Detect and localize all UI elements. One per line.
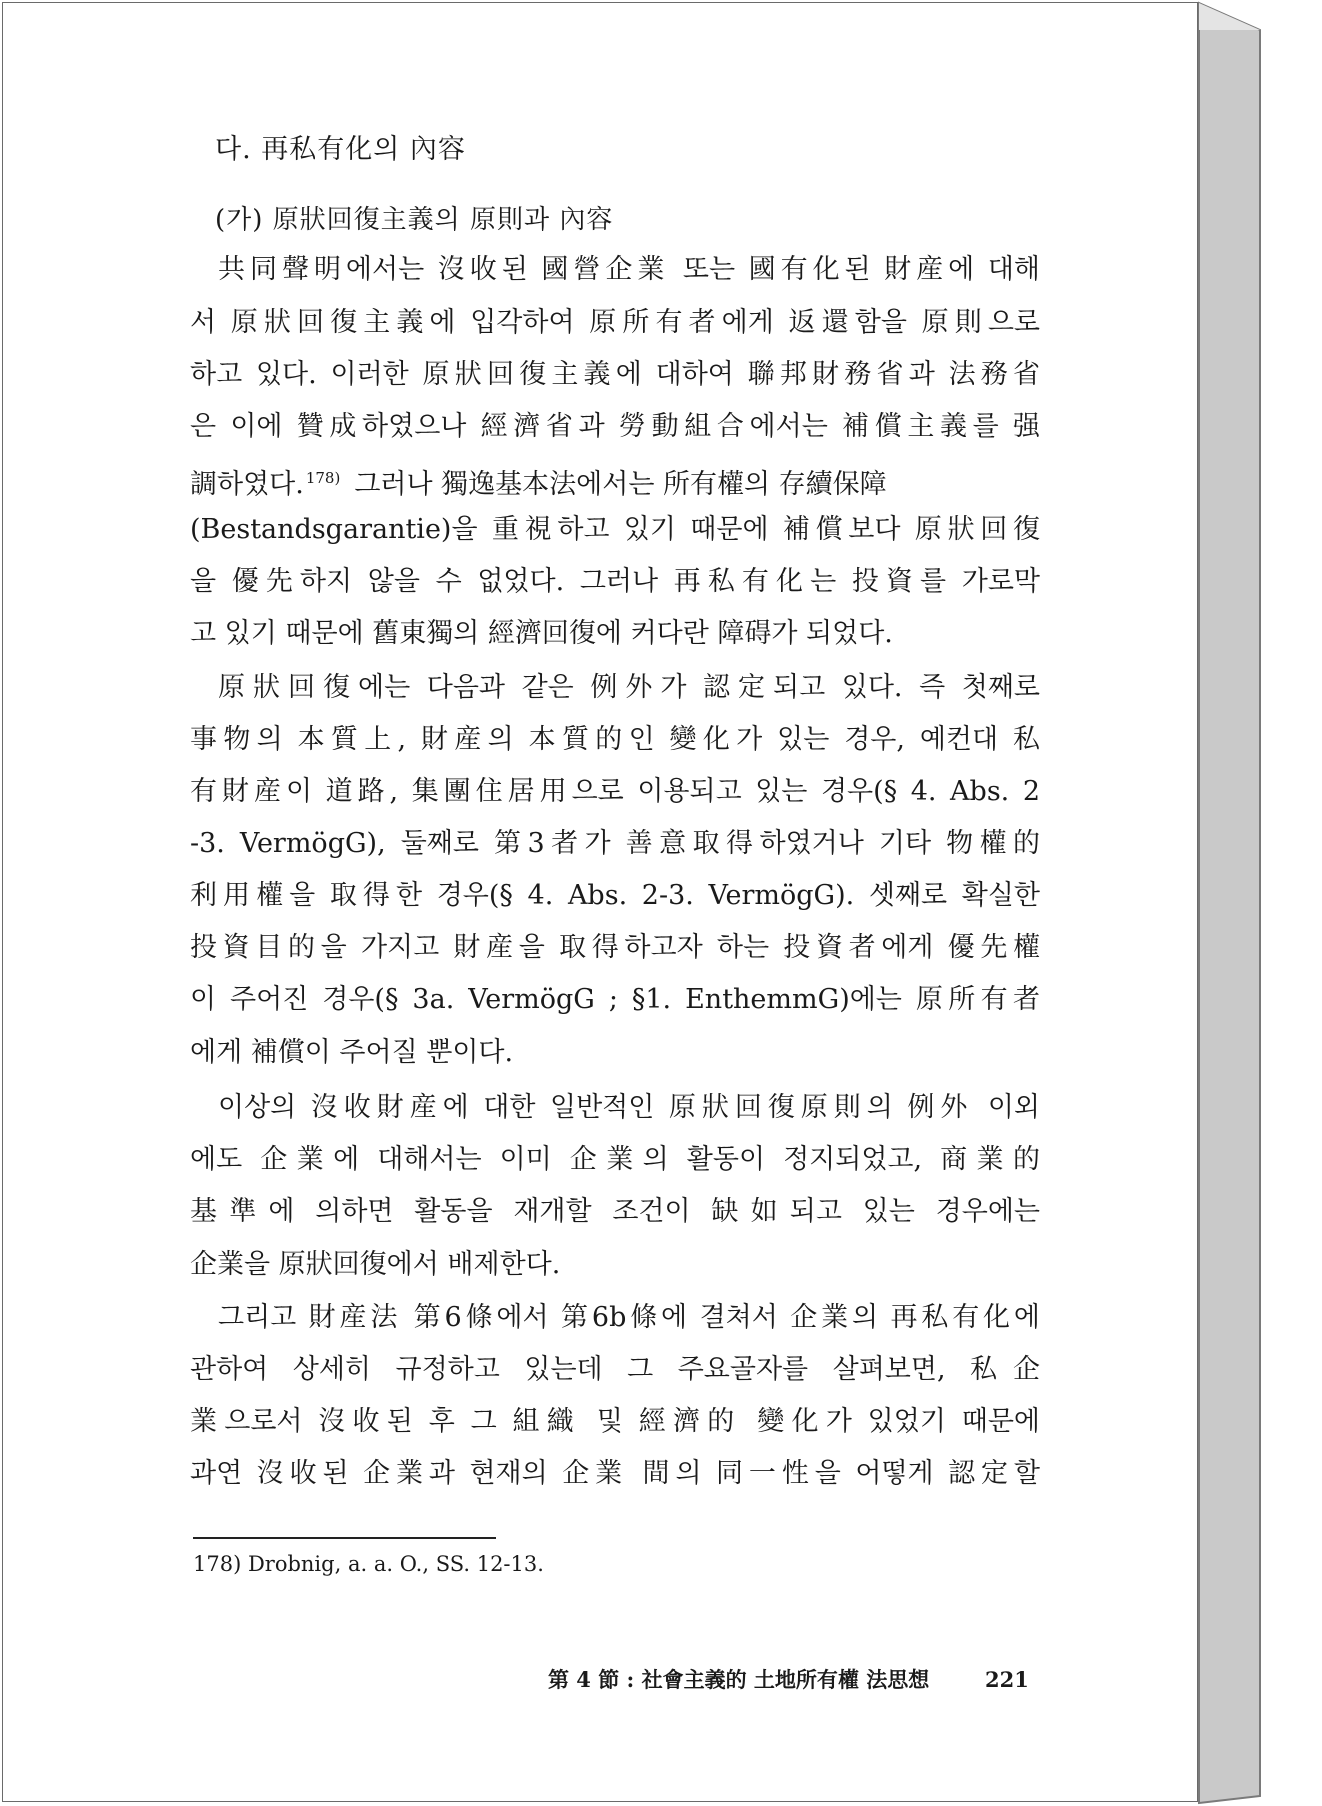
paragraph-1-line-6: (Bestandsgarantie)을 重視하고 있기 때문에 補償보다 原狀回復 xyxy=(190,514,1040,545)
paragraph-2-line-7: 이 주어진 경우(§ 3a. VermögG ; §1. EnthemmG)에는 原所有者 xyxy=(190,984,1040,1015)
paragraph-4-line-1: 그리고 財産法 第6條에서 第6b條에 결쳐서 企業의 再私有化에 xyxy=(218,1302,1040,1333)
footnote-178: 178) Drobnig, a. a. O., SS. 12-13. xyxy=(193,1552,544,1576)
footnote-divider xyxy=(193,1537,496,1539)
paragraph-3-line-1: 이상의 沒收財産에 대한 일반적인 原狀回復原則의 例外 이외 xyxy=(218,1092,1040,1123)
paragraph-2-line-3: 有財産이 道路, 集團住居用으로 이용되고 있는 경우(§ 4. Abs. 2 xyxy=(190,776,1040,807)
paragraph-4-line-3: 業으로서 沒收된 후 그 組織 및 經濟的 變化가 있었기 때문에 xyxy=(190,1406,1040,1437)
paragraph-1-line-5-end: 그러나 獨逸基本法에서는 所有權의 存續保障 xyxy=(354,469,887,500)
paragraph-2-line-2: 事物의 本質上, 財産의 本質的인 變化가 있는 경우, 예컨대 私 xyxy=(190,724,1040,755)
paragraph-3-line-2: 에도 企業에 대해서는 이미 企業의 활동이 정지되었고, 商業的 xyxy=(190,1144,1040,1175)
paragraph-1-line-8: 고 있기 때문에 舊東獨의 經濟回復에 커다란 障碍가 되었다. xyxy=(190,618,893,649)
paragraph-1-line-7: 을 優先하지 않을 수 없었다. 그러나 再私有化는 投資를 가로막 xyxy=(190,566,1040,597)
paragraph-1-line-4: 은 이에 贊成하였으나 經濟省과 勞動組合에서는 補償主義를 强 xyxy=(190,411,1040,442)
paragraph-1-line-5 xyxy=(190,458,1040,505)
subsection-heading: (가) 原狀回復主義의 原則과 內容 xyxy=(215,205,614,235)
footnote-reference: 178) xyxy=(305,469,341,487)
paragraph-2-line-4: -3. VermögG), 둘째로 第3者가 善意取得하였거나 기타 物權的 xyxy=(190,828,1040,859)
paragraph-2-line-5: 利用權을 取得한 경우(§ 4. Abs. 2-3. VermögG). 셋째로 확실한 xyxy=(190,880,1040,911)
paragraph-2-line-8: 에게 補償이 주어질 뿐이다. xyxy=(190,1037,514,1068)
paragraph-4-line-4: 과연 沒收된 企業과 현재의 企業 間의 同一性을 어떻게 認定할 xyxy=(190,1458,1040,1489)
paragraph-2-line-6: 投資目的을 가지고 財産을 取得하고자 하는 投資者에게 優先權 xyxy=(190,932,1040,963)
paragraph-1-line-1: 共同聲明에서는 沒收된 國營企業 또는 國有化된 財産에 대해 xyxy=(218,254,1040,285)
paragraph-1-line-5-start: 調하였다. xyxy=(190,469,304,500)
running-footer: 第 4 節 : 社會主義的 土地所有權 法思想 xyxy=(548,1667,930,1692)
page-number: 221 xyxy=(985,1667,1029,1692)
section-heading: 다. 再私有化의 內容 xyxy=(215,134,466,165)
paragraph-1-line-3: 하고 있다. 이러한 原狀回復主義에 대하여 聯邦財務省과 法務省 xyxy=(190,359,1040,390)
paragraph-3-line-3: 基準에 의하면 활동을 재개할 조건이 缺如되고 있는 경우에는 xyxy=(190,1196,1040,1227)
paragraph-3-line-4: 企業을 原狀回復에서 배제한다. xyxy=(190,1249,561,1280)
paragraph-2-line-1: 原狀回復에는 다음과 같은 例外가 認定되고 있다. 즉 첫째로 xyxy=(218,672,1040,703)
paragraph-4-line-2: 관하여 상세히 규정하고 있는데 그 주요골자를 살펴보면, 私企 xyxy=(190,1354,1040,1385)
paragraph-1-line-2: 서 原狀回復主義에 입각하여 原所有者에게 返還함을 原則으로 xyxy=(190,307,1040,338)
